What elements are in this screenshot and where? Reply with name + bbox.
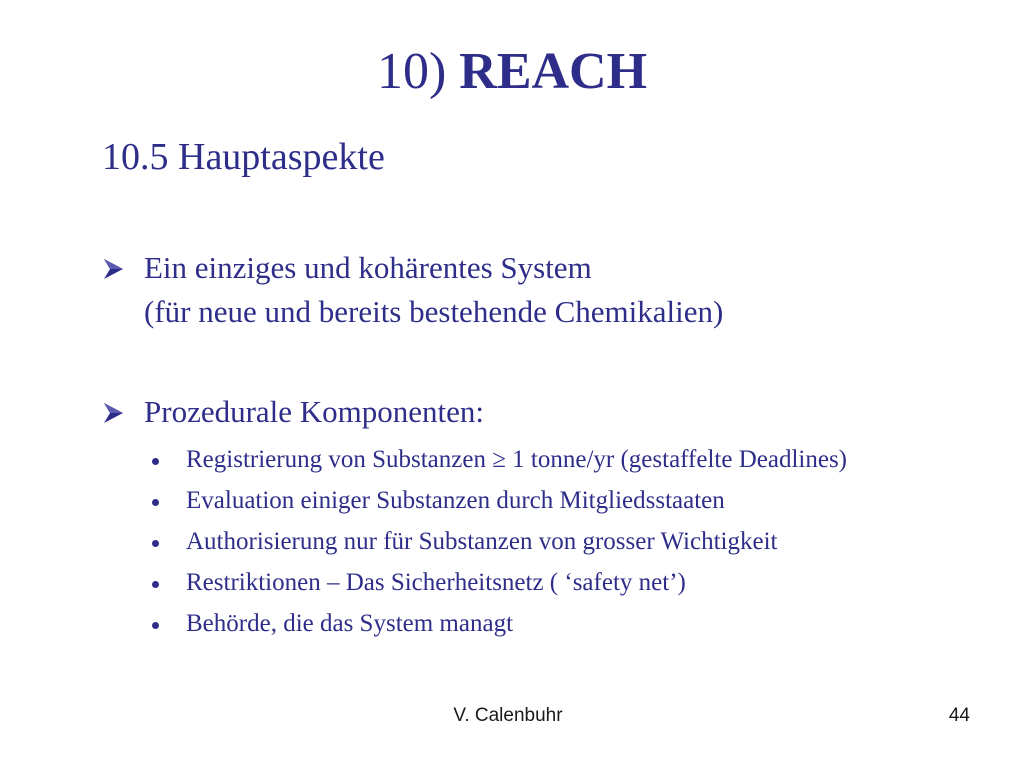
- list-item-text: Behörde, die das System managt: [186, 610, 514, 637]
- footer-author: V. Calenbuhr: [453, 705, 563, 726]
- arrow-item-line1: Ein einziges und kohärentes System: [144, 250, 592, 285]
- arrowhead-bullet-icon: [102, 258, 124, 280]
- page-number: 44: [948, 705, 970, 726]
- arrowhead-bullet-icon: [102, 402, 124, 424]
- dot-bullet-icon: [152, 622, 159, 629]
- list-item-text: Evaluation einiger Substanzen durch Mitgliedsstaaten: [186, 487, 725, 514]
- slide-title: [0, 40, 1024, 104]
- arrow-item-line1: Prozedurale Komponenten:: [144, 394, 485, 429]
- dot-bullet-icon: [152, 540, 159, 547]
- list-item-text: Restriktionen – Das Sicherheitsnetz ( ‘safety net’): [186, 569, 686, 596]
- dot-bullet-icon: [152, 458, 159, 465]
- arrow-item-line2: (für neue und bereits bestehende Chemikalien): [144, 294, 724, 329]
- title-number: 10): [376, 43, 447, 100]
- slide-subtitle: 10.5 Hauptaspekte: [102, 136, 385, 178]
- dot-bullet-icon: [152, 499, 159, 506]
- list-item-text: Authorisierung nur für Substanzen von grosser Wichtigkeit: [186, 528, 778, 555]
- title-word: REACH: [459, 43, 648, 100]
- list-item-text: Registrierung von Substanzen ≥ 1 tonne/yr (gestaffelte Deadlines): [186, 446, 847, 473]
- dot-bullet-icon: [152, 581, 159, 588]
